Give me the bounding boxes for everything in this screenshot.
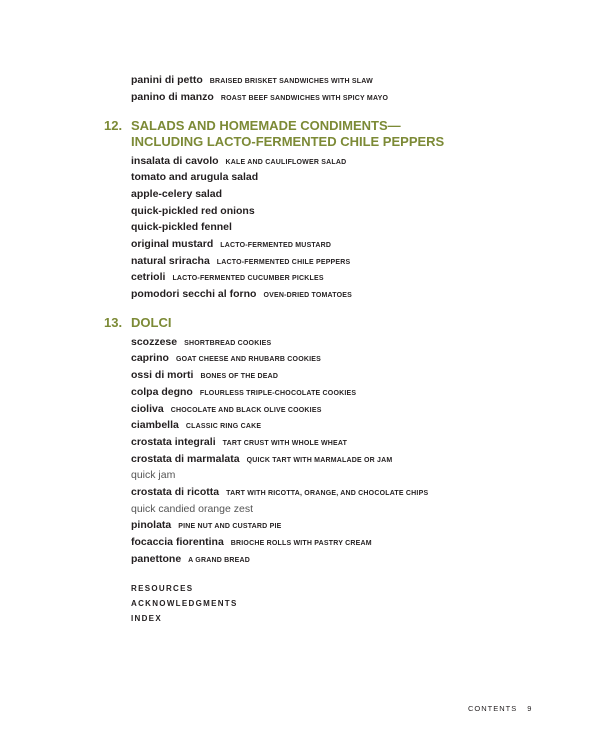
entry-name: pomodori secchi al forno xyxy=(131,288,257,300)
entry-description: GOAT CHEESE AND RHUBARB COOKIES xyxy=(175,356,321,363)
entry-name: panino di manzo xyxy=(131,91,214,103)
toc-entry xyxy=(131,484,428,501)
toc-entry xyxy=(131,236,331,253)
chapter-title-line1: SALADS AND HOMEMADE CONDIMENTS— xyxy=(131,118,401,133)
toc-entry xyxy=(131,169,258,184)
toc-entry xyxy=(131,334,271,351)
entry-name: ossi di morti xyxy=(131,369,194,381)
entry-description: ROAST BEEF SANDWICHES WITH SPICY MAYO xyxy=(220,95,389,102)
toc-entry xyxy=(131,350,321,367)
toc-entry xyxy=(131,384,356,401)
entry-description: KALE AND CAULIFLOWER SALAD xyxy=(225,159,347,166)
subentry-name: quick candied orange zest xyxy=(131,503,253,515)
toc-entry xyxy=(131,367,278,384)
entry-description: BRIOCHE ROLLS WITH PASTRY CREAM xyxy=(230,540,372,547)
toc-entry xyxy=(131,269,324,286)
entry-name: apple-celery salad xyxy=(131,188,223,200)
toc-entry xyxy=(131,517,281,534)
entry-description: LACTO-FERMENTED MUSTARD xyxy=(220,242,332,249)
page-footer xyxy=(468,704,532,713)
back-matter-acknowledgments: ACKNOWLEDGMENTS xyxy=(131,599,238,608)
entry-description: PINE NUT AND CUSTARD PIE xyxy=(178,523,282,530)
toc-entry xyxy=(131,203,255,218)
entry-name: scozzese xyxy=(131,336,178,348)
chapter-number: 13. xyxy=(104,315,123,330)
entry-name: panini di petto xyxy=(131,74,203,86)
back-matter-index: INDEX xyxy=(131,614,162,623)
chapter-title: DOLCI xyxy=(131,315,172,330)
entry-description: OVEN-DRIED TOMATOES xyxy=(263,292,353,299)
toc-entry xyxy=(131,72,373,89)
page-number: 9 xyxy=(527,704,533,713)
subentry-name: quick jam xyxy=(131,469,176,481)
toc-entry xyxy=(131,219,232,234)
footer-label: CONTENTS xyxy=(468,704,518,713)
entry-name: tomato and arugula salad xyxy=(131,171,259,183)
toc-entry xyxy=(131,551,250,568)
entry-name: colpa degno xyxy=(131,386,193,398)
toc-entry xyxy=(131,286,352,303)
entry-name: crostata di ricotta xyxy=(131,486,220,498)
entry-description: FLOURLESS TRIPLE-CHOCOLATE COOKIES xyxy=(199,390,357,397)
entry-description: A GRAND BREAD xyxy=(188,557,251,564)
toc-entry xyxy=(131,451,392,468)
entry-name: quick-pickled fennel xyxy=(131,221,232,233)
entry-name: focaccia fiorentina xyxy=(131,536,224,548)
chapter-title-line2: INCLUDING LACTO-FERMENTED CHILE PEPPERS xyxy=(131,134,445,149)
toc-entry xyxy=(131,401,322,418)
entry-description: QUICK TART WITH MARMALADE OR JAM xyxy=(246,457,393,464)
toc-entry xyxy=(131,434,347,451)
entry-name: natural sriracha xyxy=(131,255,210,267)
chapter-12-heading xyxy=(104,118,444,150)
entry-name: original mustard xyxy=(131,238,214,250)
toc-entry xyxy=(131,417,261,434)
entry-name: crostata integrali xyxy=(131,436,216,448)
entry-description: TART WITH RICOTTA, ORANGE, AND CHOCOLATE CHIPS xyxy=(226,490,429,497)
entry-description: BONES OF THE DEAD xyxy=(200,373,279,380)
toc-subentry xyxy=(131,467,175,482)
entry-name: ciambella xyxy=(131,419,179,431)
toc-entry xyxy=(131,89,388,106)
entry-name: insalata di cavolo xyxy=(131,155,219,167)
toc-entry xyxy=(131,153,346,170)
chapter-13-heading xyxy=(104,315,171,331)
toc-entry xyxy=(131,253,350,270)
entry-description: BRAISED BRISKET SANDWICHES WITH SLAW xyxy=(209,78,373,85)
toc-subentry xyxy=(131,501,253,516)
entry-name: caprino xyxy=(131,352,169,364)
entry-description: CLASSIC RING CAKE xyxy=(185,423,262,430)
toc-entry xyxy=(131,186,222,201)
chapter-number: 12. xyxy=(104,118,123,133)
toc-entry xyxy=(131,534,372,551)
entry-description: CHOCOLATE AND BLACK OLIVE COOKIES xyxy=(170,407,322,414)
entry-description: LACTO-FERMENTED CUCUMBER PICKLES xyxy=(172,275,324,282)
entry-name: pinolata xyxy=(131,519,172,531)
entry-name: panettone xyxy=(131,553,182,565)
entry-description: SHORTBREAD COOKIES xyxy=(184,340,272,347)
entry-name: quick-pickled red onions xyxy=(131,205,255,217)
entry-description: TART CRUST WITH WHOLE WHEAT xyxy=(222,440,348,447)
entry-description: LACTO-FERMENTED CHILE PEPPERS xyxy=(216,259,351,266)
entry-name: cetrioli xyxy=(131,271,166,283)
entry-name: cioliva xyxy=(131,403,164,415)
back-matter-resources: RESOURCES xyxy=(131,584,194,593)
entry-name: crostata di marmalata xyxy=(131,453,240,465)
